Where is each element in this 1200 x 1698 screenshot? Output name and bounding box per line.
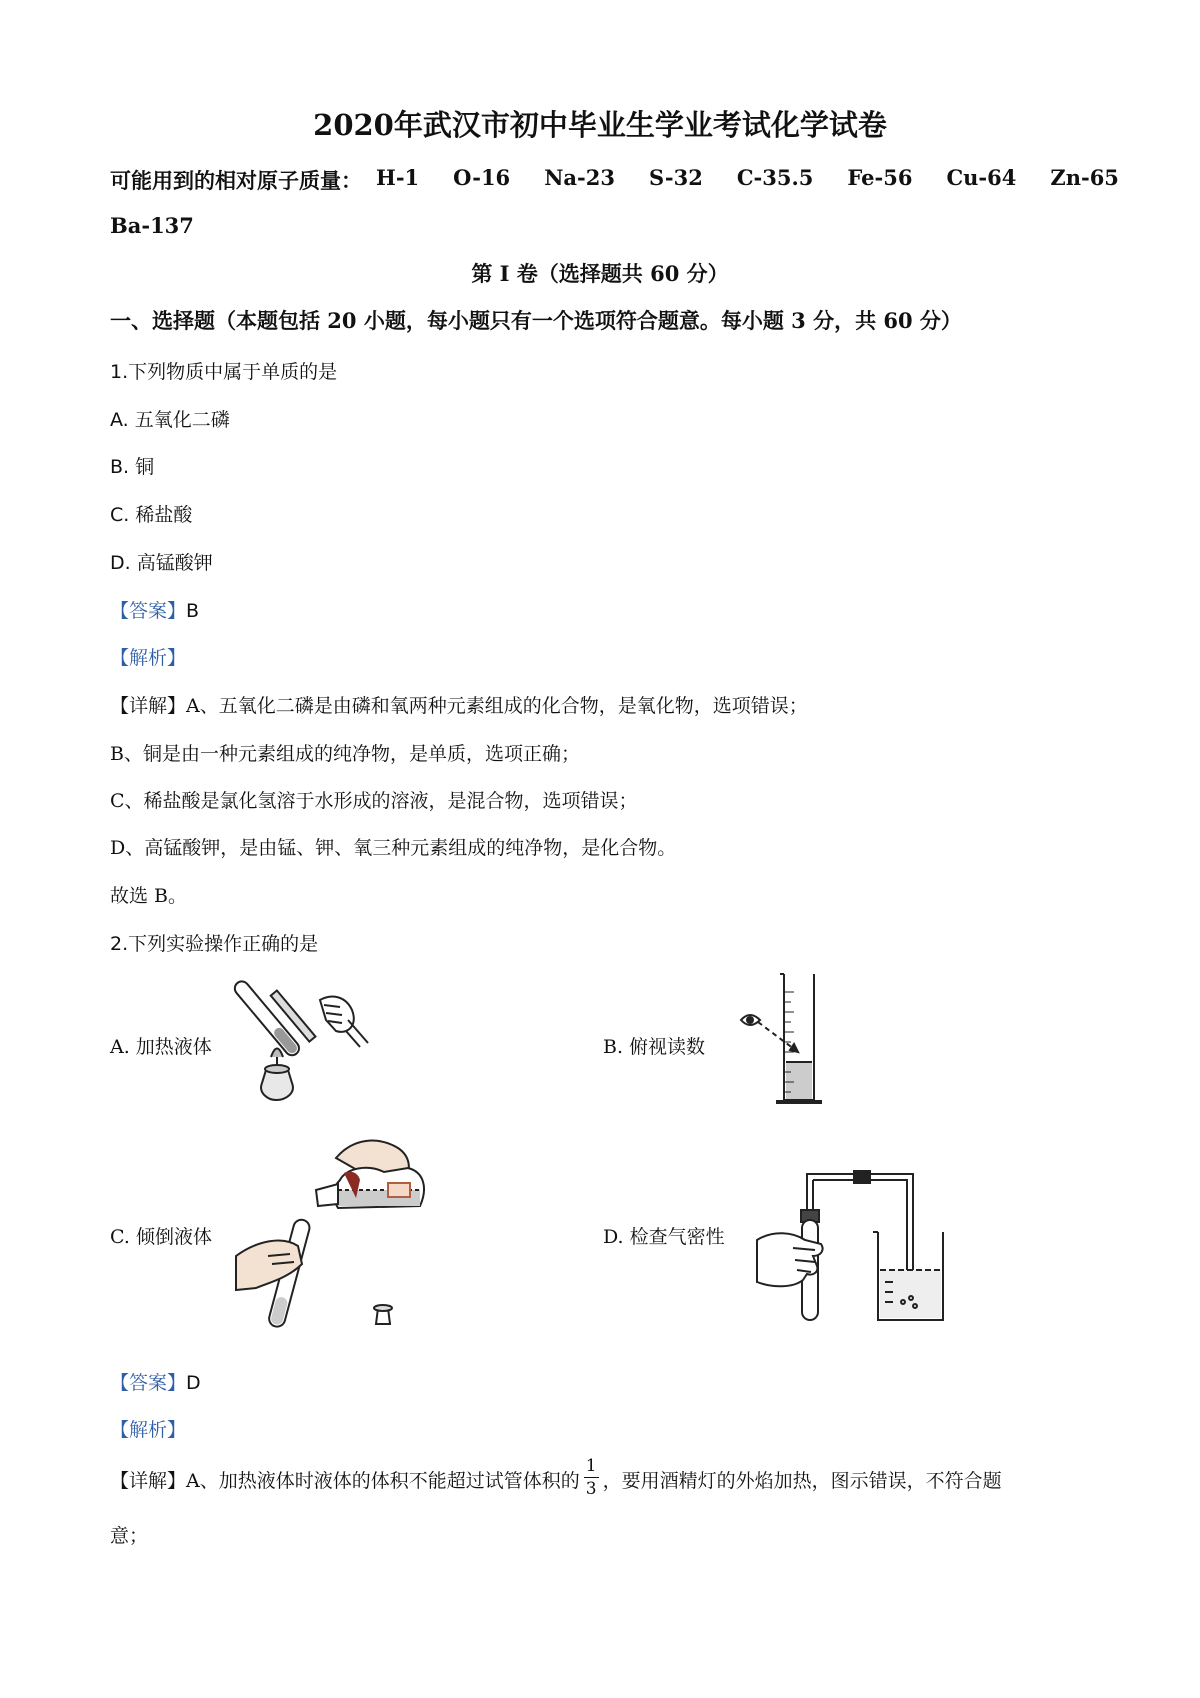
question-1-detail-line: 【详解】A、五氧化二磷是由磷和氧两种元素组成的化合物，是氧化物，选项错误； [110,695,808,717]
heating-liquid-illustration [228,965,378,1115]
question-2-option-d: D. 检查气密性 [603,1226,725,1248]
answer-tag: 【答案】 [110,600,187,622]
question-2-stem: 2.下列实验操作正确的是 [110,933,319,955]
question-2-detail-line [110,1456,1002,1502]
fraction-numerator: 1 [585,1456,597,1476]
question-2-answer [110,1368,201,1395]
question-1-detail-line: C、稀盐酸是氯化氢溶于水形成的溶液，是混合物，选项错误； [110,790,638,812]
question-2-detail-end: 意； [110,1525,149,1547]
section-title: 一、选择题（本题包括 20 小题，每小题只有一个选项符合题意。每小题 3 分，共 60 分） [110,308,962,333]
mass-item: C-35.5 [736,165,814,190]
question-1-analysis-tag: 【解析】 [110,647,187,669]
question-1-detail-line: D、高锰酸钾，是由锰、钾、氧三种元素组成的纯净物，是化合物。 [110,837,677,859]
graduated-cylinder-illustration [736,972,836,1117]
airtightness-check-illustration [753,1170,953,1330]
fraction-denominator: 3 [585,1479,597,1499]
answer-value: B [186,600,200,622]
question-1-detail-line: 故选 B。 [110,885,188,907]
answer-tag: 【答案】 [110,1372,187,1394]
atomic-mass-label: 可能用到的相对原子质量： [110,168,362,193]
answer-value: D [186,1372,201,1394]
question-2-analysis-tag: 【解析】 [110,1419,187,1441]
mass-item: O-16 [453,165,511,190]
question-1-option-d: D. 高锰酸钾 [110,552,213,574]
question-1-detail-line: B、铜是由一种元素组成的纯净物，是单质，选项正确； [110,743,580,765]
question-2-option-b: B. 俯视读数 [603,1036,706,1058]
mass-item: H-1 [376,165,420,190]
volume-title: 第 I 卷（选择题共 60 分） [471,261,729,286]
mass-item: Na-23 [544,165,615,190]
mass-item: Cu-64 [946,165,1017,190]
mass-item: Fe-56 [847,165,913,190]
fraction [584,1458,599,1498]
question-2-option-a: A. 加热液体 [110,1036,212,1058]
question-1-option-b: B. 铜 [110,456,155,478]
pouring-liquid-illustration [228,1128,458,1338]
page-title: 2020年武汉市初中毕业生学业考试化学试卷 [313,108,887,142]
question-1-option-c: C. 稀盐酸 [110,504,193,526]
question-1-option-a: A. 五氧化二磷 [110,409,230,431]
detail-text: 【详解】A、加热液体时液体的体积不能超过试管体积的 [110,1470,580,1492]
mass-item: S-32 [648,165,703,190]
question-1-stem: 1.下列物质中属于单质的是 [110,361,338,383]
question-2-option-c: C. 倾倒液体 [110,1226,212,1248]
detail-text: ，要用酒精灯的外焰加热，图示错误，不符合题 [602,1470,1002,1492]
mass-item: Zn-65 [1050,165,1119,190]
mass-item-wrap: Ba-137 [110,213,194,238]
atomic-mass-line [110,165,1119,195]
question-1-answer [110,596,199,623]
